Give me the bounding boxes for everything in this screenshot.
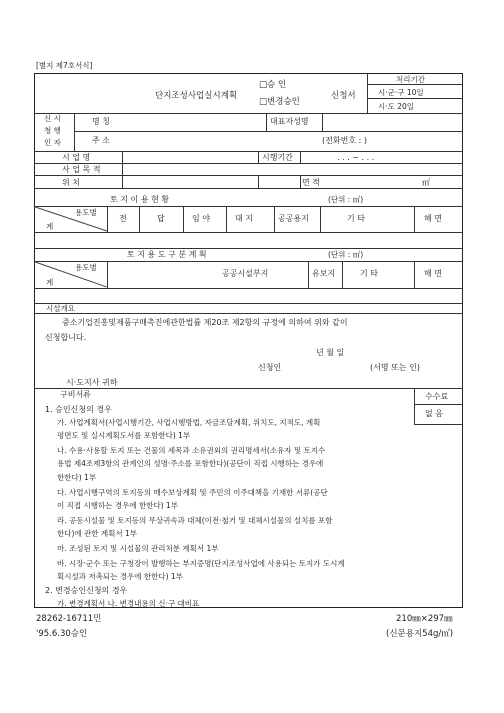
land-plan-title: 토 지 용 도 구 분 계 획 (127, 250, 207, 259)
land-plan-col-sea: 해 면 (424, 269, 442, 278)
doc-item: 용법 제4조제3항의 관계인의 성명·주소를 포함한다)(공단이 직접 시행하는 경우에 (57, 459, 324, 468)
form-title-suffix: 신청서 (331, 91, 356, 101)
footer-code: 28262-16711민 (36, 614, 102, 624)
doc-item: 획시설과 저촉되는 경우에 한한다) 1부 (57, 572, 183, 581)
project-period-label: 시행기간 (262, 153, 293, 162)
signature-field[interactable]: (서명 또는 인) (370, 363, 420, 372)
declaration-line-1: 중소기업진흥및제품구매촉진에관한법률 제20조 제2항의 규정에 의하여 위와 같이 (62, 318, 348, 327)
company-name-label: 명 칭 (92, 117, 110, 126)
land-plan-col-other: 기 타 (360, 269, 378, 278)
doc-item: 나. 수용·사용할 토지 또는 건물의 세목과 소유권외의 권리명세서(소유자 및 토지수 (57, 446, 326, 455)
applicant-section-label-2: 청 행 (44, 126, 61, 135)
fee-label: 수수료 (425, 392, 449, 401)
footer-paper: (신문용지54g/㎡) (386, 629, 454, 639)
doc-item: 라. 공동시설물 및 토지등의 무상귀속과 대체(이전·철거 및 대체시설물의 설치를 포함 (57, 516, 333, 525)
project-period-value: . . . ~ . . . (337, 153, 375, 162)
recipient: 시·도지사 귀하 (66, 378, 118, 387)
application-date: 년 월 일 (316, 348, 345, 357)
representative-label: 대표자성명 (270, 117, 309, 126)
fee-value: 없 음 (425, 409, 443, 418)
land-use-col-lot: 대 지 (235, 214, 253, 223)
footer-size: 210㎜×297㎜ (396, 614, 453, 624)
land-use-col-forest: 임 야 (192, 214, 210, 223)
address-label: 주 소 (92, 136, 110, 145)
doc-item-change: 가. 변경계획서 나. 변경내용의 신·구 대비표 (57, 599, 200, 608)
doc-item: 한다)에 관한 계획서 1부 (57, 529, 138, 538)
land-plan-col-public-facility: 공공시설부지 (222, 269, 269, 278)
doc-item: 다. 사업시행구역의 토지등의 매수보상계획 및 주민의 이주대책을 기재한 서류(공단 (57, 488, 328, 497)
land-use-col-field: 전 (119, 214, 127, 223)
form-id: [별지 제7호서식] (36, 61, 93, 70)
option-approve-checkbox[interactable]: □승 인 (259, 80, 287, 90)
area-unit: ㎡ (422, 178, 430, 187)
land-use-unit: (단위 : ㎡) (328, 195, 364, 204)
project-name-label: 시 업 명 (62, 153, 91, 162)
processing-period-label: 처리기간 (396, 75, 425, 84)
location-label: 위 치 (62, 178, 80, 187)
land-plan-col-reserve: 유보지 (312, 269, 336, 278)
land-use-title: 토 지 이 용 현 황 (110, 195, 170, 204)
docs-section-1: 1. 승인신청의 경우 (45, 405, 112, 414)
facility-overview-label: 시설개요 (46, 304, 75, 313)
doc-item: 평면도 및 실시계획도서를 포함한다) 1부 (57, 431, 191, 440)
documents-title: 구비서류 (60, 390, 91, 399)
land-use-col-public: 공공용지 (278, 214, 309, 223)
land-use-col-paddy: 답 (157, 214, 165, 223)
doc-item: 한한다) 1부 (57, 473, 97, 482)
land-plan-corner-bottom: 계 (46, 278, 54, 287)
footer-approval: '95.6.30승인 (36, 629, 88, 639)
docs-section-2: 2. 변경승인신청의 경우 (45, 586, 128, 595)
area-label: 면 적 (302, 178, 320, 187)
applicant-signature-label: 신청인 (258, 363, 282, 372)
doc-item: 이 직접 시행하는 경우에 한한다) 1부 (57, 501, 179, 510)
land-use-corner-bottom: 계 (46, 222, 54, 231)
processing-period-province: 시·도 20일 (378, 102, 415, 111)
applicant-section-label-3: 인 자 (44, 138, 61, 147)
land-use-col-other: 기 타 (347, 214, 365, 223)
project-purpose-label: 사 업 목 적 (62, 165, 101, 174)
processing-period-city: 시·군·구 10일 (378, 88, 424, 97)
land-plan-corner-top: 용도별 (75, 263, 97, 272)
land-use-corner-top: 용도별 (75, 208, 97, 217)
phone-label: (전화번호 : ) (322, 136, 367, 145)
declaration-line-2: 신청합니다. (45, 333, 87, 342)
option-change-checkbox[interactable]: □변경승인 (259, 97, 300, 107)
land-use-col-sea: 해 면 (424, 214, 442, 223)
doc-item: 마. 조성된 토지 및 시설물의 관리처분 계획서 1부 (57, 544, 219, 553)
doc-item: 가. 사업계획서(사업시행기간, 사업시행방법, 자금조달계획, 위치도, 지적도, 계획 (57, 418, 321, 427)
form-title: 단지조성사업실시계획 (155, 91, 238, 101)
form-frame (34, 73, 463, 608)
applicant-section-label-1: 신 시 (44, 114, 61, 123)
doc-item: 바. 시장·군수 또는 구청장이 발행하는 부지증명(단지조성사업에 사용되는 토지가 도시계 (57, 559, 345, 568)
land-plan-unit: (단위 : ㎡) (328, 250, 364, 259)
